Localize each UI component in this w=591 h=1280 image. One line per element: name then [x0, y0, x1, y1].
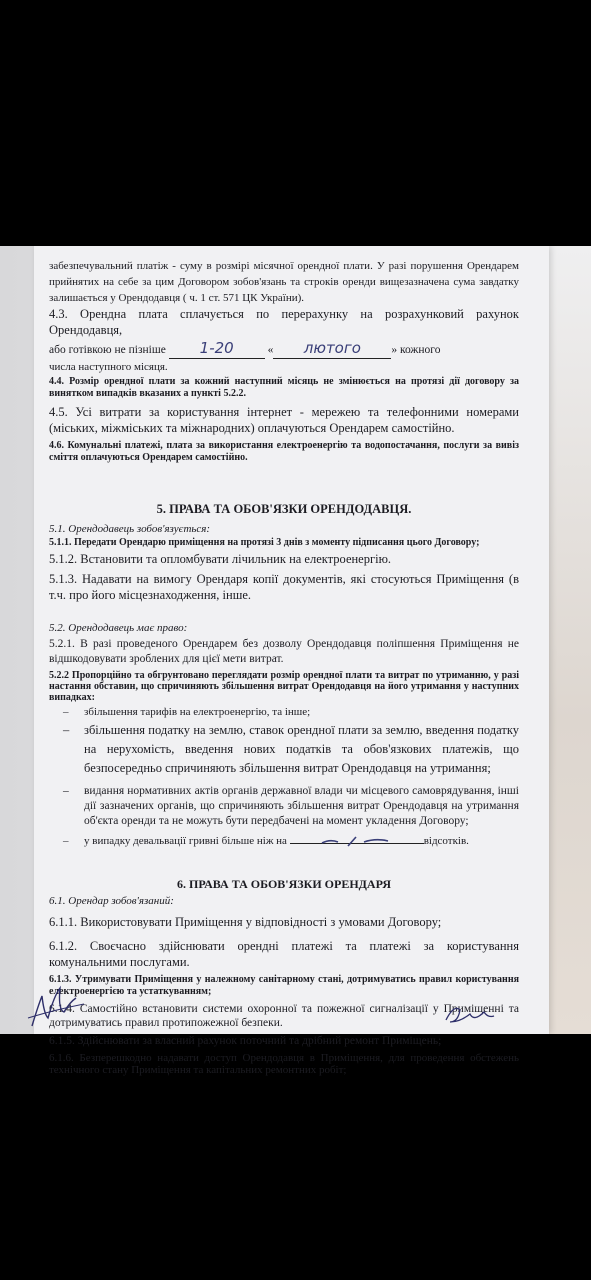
paragraph-6-1-1: 6.1.1. Використовувати Приміщення у відповідності з умовами Договору; [49, 914, 442, 929]
bullet-item [49, 705, 519, 719]
paragraph-4-6: 4.6. Комунальні платежі, плата за використання електроенергію та водопостачання, послуги за вивіз сміття оплачуються Орендарем самостійно. [49, 440, 519, 463]
signature-right [440, 998, 500, 1028]
paragraph-6-1-6: 6.1.6. Безперешкодно надавати доступ Орендодавця в Приміщення, для проведення обстежень технічного стану Приміщення та капітальних ремонтних робіт; [49, 1051, 519, 1076]
signature-left [24, 966, 94, 1032]
paragraph-4-3: 4.3. Орендна плата сплачується по перерахунку на розрахунковий рахунок Орендодавця, [49, 307, 519, 337]
handwritten-day: 1-20 [169, 338, 265, 359]
bullet-dash: – [63, 705, 69, 718]
bullet-text: у випадку девальвації гривні більше ніж на [84, 834, 287, 847]
bullet-dash: – [63, 722, 70, 737]
paragraph-4-4: 4.4. Розмір орендної плати за кожний наступний місяць не змінюється на протязі дії договору за винятком випадків вказаних а пункті 5.2.2. [49, 376, 519, 399]
section-6-1-title: 6.1. Орендар зобов'язаний: [49, 895, 174, 907]
bullet-text: видання нормативних актів органів державної влади чи місцевого самоврядування, інші дії зазначених органів, що спричиняють збільшення витрат Орендодавця на утримання об'єкта оренди та не можуть бути передбачені на момент укладення Договору; [84, 784, 519, 827]
paragraph-4-3-payment [49, 338, 519, 360]
background-surface [549, 246, 591, 1034]
document-photo [0, 246, 591, 1076]
bullet-item [49, 784, 519, 829]
paragraph-5-1-1: 5.1.1. Передати Орендарю приміщення на протязі 3 днів з моменту підписання цього Договору; [49, 537, 480, 548]
paragraph-6-1-4: 6.1.4. Самостійно встановити системи охоронної та пожежної сигналізації у Приміщенні та дотримуватись правил протипожежної безпеки. [49, 1002, 519, 1029]
paragraph-5-1-2: 5.1.2. Встановити та опломбувати лічильник на електроенергію. [49, 552, 392, 566]
section-5-1-title: 5.1. Орендодавець зобов'язується: [49, 522, 211, 535]
handwritten-dash-field [290, 843, 424, 844]
bullet-item [49, 721, 519, 778]
paragraph-5-2-1: 5.2.1. В разі проведеного Орендарем без дозволу Орендодавця поліпшення Приміщення не відшкодовувати зроблених для цієї мети витрат. [49, 637, 519, 665]
paragraph-4-5: 4.5. Усі витрати за користування інтернет - мережею та телефонними номерами (міських, міжміських та міжнародних) оплачуються Орендарем самостійно. [49, 405, 519, 435]
paragraph-6-1-3: 6.1.3. Утримувати Приміщення у належному санітарному стані, дотримуватись правил користування електроенергією та устаткуванням; [49, 973, 519, 997]
bullet-suffix: відсотків. [423, 834, 469, 847]
document-text [49, 258, 519, 1076]
paragraph-4-2-end: забезпечувальний платіж - суму в розмірі місячної орендної плати. У разі порушення Орендарем прийнятих на себе за цим Договором зобов'язань та строків оренди вищезазначена сума завдатку залишається у Орендодавця ( ч. 1 ст. 571 ЦК України). [49, 260, 519, 304]
bullet-text: збільшення податку на землю, ставок орендної плати за землю, введення податку на нерухомість, введення нових податків та обов'язкових платежів, що безпосередньо спричиняють збільшення витрат Орендодавця на утримання; [84, 722, 519, 775]
paragraph-4-3-end: числа наступного місяця. [49, 361, 168, 373]
payment-prefix: або готівкою не пізніше [49, 344, 166, 356]
handwritten-month: лютого [273, 338, 391, 359]
bullet-dash: – [63, 834, 69, 847]
paragraph-6-1-5: 6.1.5. Здійснювати за власний рахунок поточний та дрібний ремонт Приміщень; [49, 1034, 442, 1047]
section-5-2-title: 5.2. Орендодавець має право: [49, 622, 188, 634]
paragraph-5-1-3: 5.1.3. Надавати на вимогу Орендаря копії документів, які стосуються Приміщення (в т.ч. про його місцезнаходження, інше. [49, 572, 519, 602]
bullet-item-devaluation [49, 833, 519, 849]
quote-open: « [267, 344, 274, 356]
paragraph-5-2-2: 5.2.2 Пропорційно та обгрунтовано переглядати розмір орендної плати та витрат по утриманню, у разі настання обставин, що спричиняють збільшення витрат Орендодавця на його утримання у наступних випадках: [49, 669, 519, 703]
payment-suffix: » кожного [391, 344, 441, 356]
section-6-heading: 6. ПРАВА ТА ОБОВ'ЯЗКИ ОРЕНДАРЯ [177, 876, 391, 891]
paragraph-6-1-2: 6.1.2. Своєчасно здійснювати орендні платежі та платежі за користування комунальними послугами. [49, 938, 519, 969]
bullet-dash: – [63, 784, 69, 797]
handwritten-dash-mark [290, 835, 424, 849]
bullet-text: збільшення тарифів на електроенергію, та інше; [84, 705, 311, 718]
section-5-heading: 5. ПРАВА ТА ОБОВ'ЯЗКИ ОРЕНДОДАВЦЯ. [156, 502, 412, 516]
